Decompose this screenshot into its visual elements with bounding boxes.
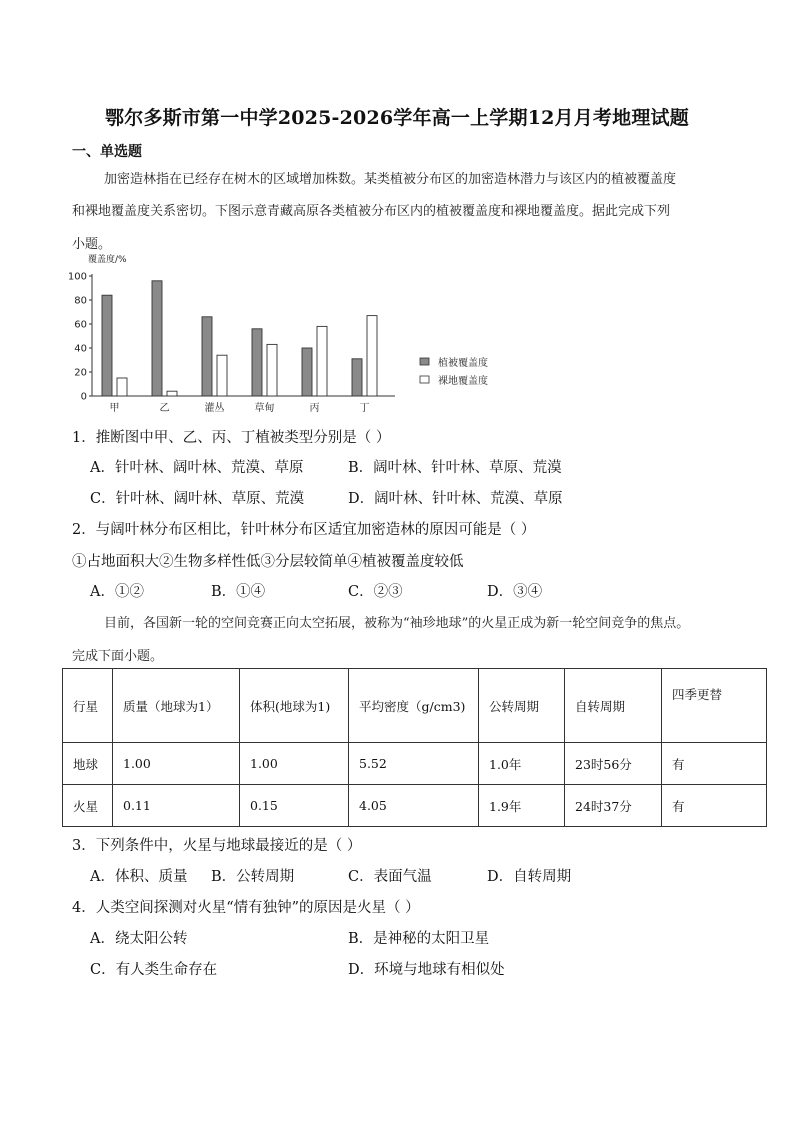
question-4-stem: 4．人类空间探测对火星“情有独钟”的原因是火星（ ） (72, 900, 420, 916)
question-2-option-a[interactable]: A．①② (90, 584, 144, 600)
table-cell: 23时56分 (565, 743, 662, 785)
question-3-stem: 3．下列条件中，火星与地球最接近的是（ ） (72, 838, 362, 854)
table-cell: 24时37分 (565, 785, 662, 827)
bar-vegetation-4 (302, 348, 312, 396)
header-cell: 四季更替 (662, 669, 767, 743)
bar-vegetation-0 (102, 295, 112, 396)
header-cell: 自转周期 (565, 669, 662, 743)
table-row (63, 785, 767, 827)
question-1-stem: 1．推断图中甲、乙、丙、丁植被类型分别是（ ） (72, 430, 391, 446)
header-cell: 体积(地球为1) (240, 669, 349, 743)
question-3-option-b[interactable]: B．公转周期 (211, 869, 295, 885)
header-cell: 公转周期 (479, 669, 565, 743)
table-cell: 有 (662, 785, 767, 827)
question-3-option-a[interactable]: A．体积、质量 (90, 869, 188, 885)
table-cell: 1.0年 (479, 743, 565, 785)
question-1-option-d[interactable]: D．阔叶林、针叶林、荒漠、草原 (348, 491, 563, 507)
legend-label-bare: 裸地覆盖度 (438, 376, 488, 387)
x-category-label: 灌丛 (204, 403, 225, 414)
y-tick-label: 60 (74, 319, 87, 331)
table-cell: 火星 (63, 785, 113, 827)
legend-swatch-vegetation (420, 358, 429, 365)
question-2-stem: 2．与阔叶林分布区相比，针叶林分布区适宜加密造林的原因可能是（ ） (72, 522, 536, 538)
intro2-line1: 目前，各国新一轮的空间竞赛正向太空拓展，被称为“袖珍地球”的火星正成为新一轮空间竞争的焦点。 (104, 616, 690, 631)
question-1-option-c[interactable]: C．针叶林、阔叶林、草原、荒漠 (90, 491, 305, 507)
table-cell: 1.00 (113, 743, 240, 785)
x-category-label: 甲 (109, 403, 120, 414)
page-title: 鄂尔多斯市第一中学2025-2026学年高一上学期12月月考地理试题 (105, 107, 689, 129)
y-tick-label: 80 (74, 295, 87, 307)
bar-vegetation-3 (252, 329, 262, 396)
y-axis-label: 覆盖度/% (88, 255, 127, 265)
intro1-line2: 和裸地覆盖度关系密切。下图示意青藏高原各类植被分布区内的植被覆盖度和裸地覆盖度。据此完成下列 (72, 204, 671, 219)
question-2-statements: ①占地面积大②生物多样性低③分层较简单④植被覆盖度较低 (72, 554, 464, 570)
intro1-line3: 小题。 (72, 237, 112, 252)
table-cell: 5.52 (349, 743, 479, 785)
bar-vegetation-5 (352, 359, 362, 396)
question-2-option-d[interactable]: D．③④ (487, 584, 543, 600)
coverage-bar-chart (60, 252, 510, 422)
question-4-option-d[interactable]: D．环境与地球有相似处 (348, 962, 505, 978)
intro2-line2: 完成下面小题。 (72, 649, 164, 664)
bar-bare-1 (167, 391, 177, 396)
question-4-option-c[interactable]: C．有人类生命存在 (90, 962, 218, 978)
table-cell: 4.05 (349, 785, 479, 827)
x-category-label: 丁 (359, 403, 370, 414)
table-cell: 0.15 (240, 785, 349, 827)
table-cell: 1.9年 (479, 785, 565, 827)
intro1-line1: 加密造林指在已经存在树木的区域增加株数。某类植被分布区的加密造林潜力与该区内的植被覆盖度 (104, 172, 677, 187)
question-2-option-c[interactable]: C．②③ (348, 584, 403, 600)
question-1-option-a[interactable]: A．针叶林、阔叶林、荒漠、草原 (90, 460, 304, 476)
section-heading: 一、单选题 (72, 144, 142, 160)
bar-bare-5 (367, 316, 377, 396)
table-header-row (63, 669, 767, 743)
y-tick-label: 100 (67, 271, 87, 283)
bar-bare-4 (317, 326, 327, 396)
question-4-option-b[interactable]: B．是神秘的太阳卫星 (348, 931, 490, 947)
header-cell: 行星 (63, 669, 113, 743)
header-cell: 平均密度（g/cm3) (349, 669, 479, 743)
bar-bare-0 (117, 378, 127, 396)
bar-vegetation-2 (202, 317, 212, 396)
table-row (63, 743, 767, 785)
table-cell: 地球 (63, 743, 113, 785)
bar-bare-3 (267, 344, 277, 396)
y-tick-label: 40 (74, 343, 87, 355)
legend-label-vegetation: 植被覆盖度 (438, 358, 488, 369)
x-category-label: 丙 (309, 403, 320, 414)
question-1-option-b[interactable]: B．阔叶林、针叶林、草原、荒漠 (348, 460, 562, 476)
y-tick-label: 20 (74, 367, 87, 379)
x-category-label: 草甸 (254, 403, 275, 414)
question-3-option-d[interactable]: D．自转周期 (487, 869, 572, 885)
planet-comparison-table (62, 668, 767, 827)
table-cell: 1.00 (240, 743, 349, 785)
y-tick-label: 0 (80, 391, 87, 403)
question-3-option-c[interactable]: C．表面气温 (348, 869, 432, 885)
table-cell: 有 (662, 743, 767, 785)
header-cell: 质量（地球为1） (113, 669, 240, 743)
table-cell: 0.11 (113, 785, 240, 827)
bar-vegetation-1 (152, 281, 162, 396)
bar-bare-2 (217, 355, 227, 396)
x-category-label: 乙 (159, 403, 170, 414)
question-2-option-b[interactable]: B．①④ (211, 584, 266, 600)
question-4-option-a[interactable]: A．绕太阳公转 (90, 931, 188, 947)
legend-swatch-bare (420, 376, 429, 383)
